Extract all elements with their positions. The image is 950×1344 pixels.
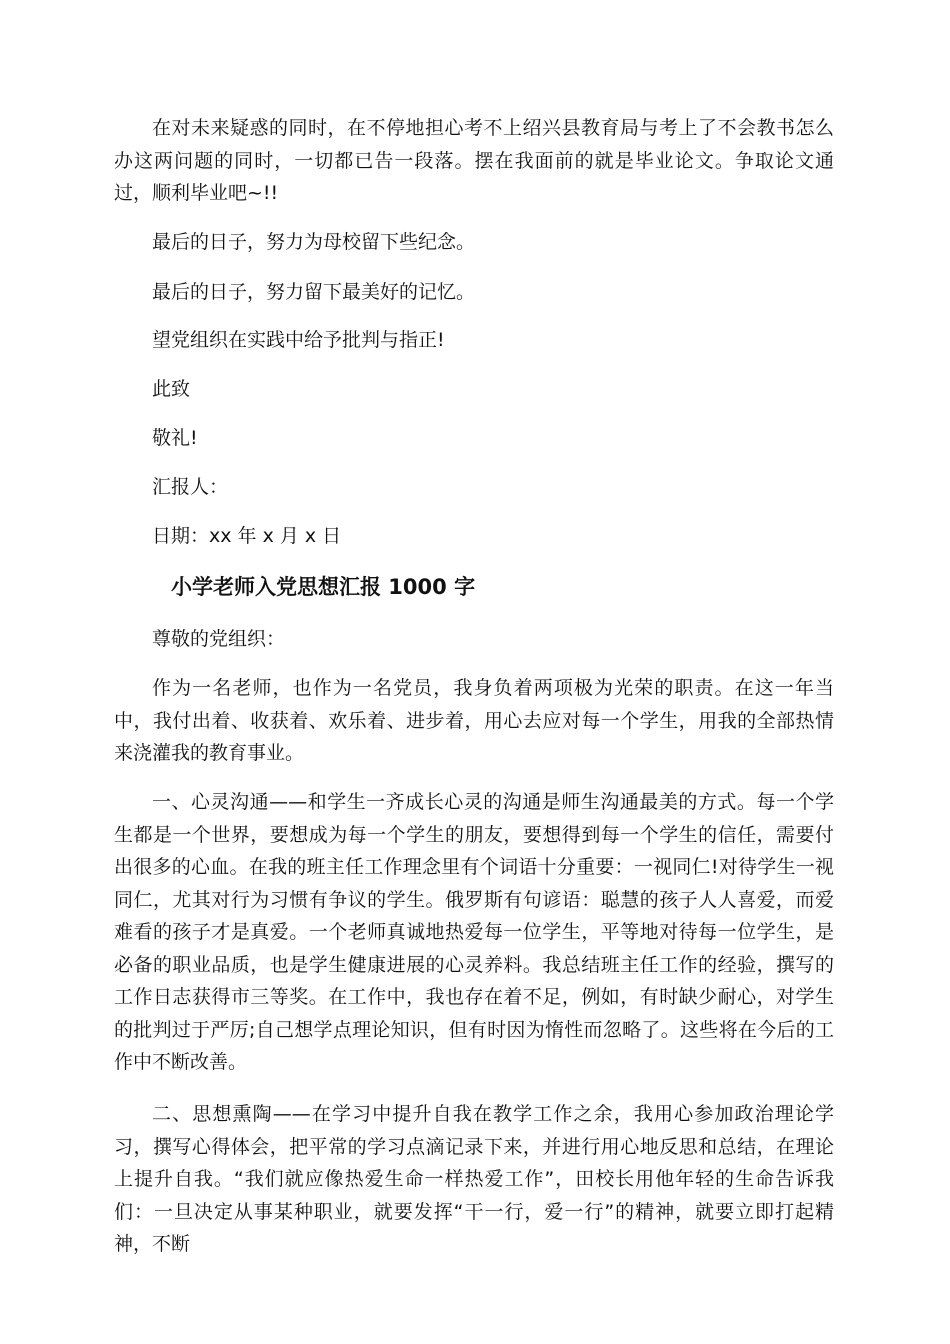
paragraph-last-days-memory: 最后的日子，努力留下最美好的记忆。: [152, 281, 476, 303]
date-line: 日期：xx 年 x 月 x 日: [152, 525, 342, 547]
paragraph-future-uncertainty: 在对未来疑惑的同时，在不停地担心考不上绍兴县教育局与考上了不会教书怎么办这两问题的同时，一切都已告一段落。摆在我面前的就是毕业论文。争取论文通过，顺利毕业吧~!!: [114, 117, 834, 204]
closing-cizhi: 此致: [152, 378, 191, 400]
paragraph-teacher-intro: 作为一名老师，也作为一名党员，我身负着两项极为光荣的职责。在这一年当中，我付出着、收获着、欢乐着、进步着，用心去应对每一个学生，用我的全部热情来浇灌我的教育事业。: [114, 677, 834, 764]
paragraph-thought-cultivation: 二、思想熏陶——在学习中提升自我在教学工作之余，我用心参加政治理论学习，撰写心得体会，把平常的学习点滴记录下来，并进行用心地反思和总结，在理论上提升自我。“我们就应像热爱生命一样热爱工作”，田校长用他年轻的生命告诉我们：一旦决定从事某种职业，就要发挥“干一行，爱一行”的精神，就要立即打起精神，不断: [114, 1103, 834, 1255]
paragraph-request-guidance: 望党组织在实践中给予批判与指正!: [152, 329, 445, 351]
salutation: 尊敬的党组织：: [152, 628, 286, 650]
paragraph-heart-communication: 一、心灵沟通——和学生一齐成长心灵的沟通是师生沟通最美的方式。每一个学生都是一个世界，要想成为每一个学生的朋友，要想得到每一个学生的信任，需要付出很多的心血。在我的班主任工作理念里有个词语十分重要：一视同仁!对待学生一视同仁，尤其对行为习惯有争议的学生。俄罗斯有句谚语：聪慧的孩子人人喜爱，而爱难看的孩子才是真爱。一个老师真诚地热爱每一位学生，平等地对待每一位学生，是必备的职业品质，也是学生健康进展的心灵养料。我总结班主任工作的经验，撰写的工作日志获得市三等奖。在工作中，我也存在着不足，例如，有时缺少耐心，对学生的批判过于严厉;自己想学点理论知识，但有时因为惰性而忽略了。这些将在今后的工作中不断改善。: [114, 791, 834, 1073]
reporter-label: 汇报人：: [152, 476, 229, 498]
paragraph-last-days-souvenir: 最后的日子，努力为母校留下些纪念。: [152, 231, 476, 253]
section-title: 小学老师入党思想汇报 1000 字: [171, 575, 476, 599]
closing-jingli: 敬礼!: [152, 427, 198, 449]
